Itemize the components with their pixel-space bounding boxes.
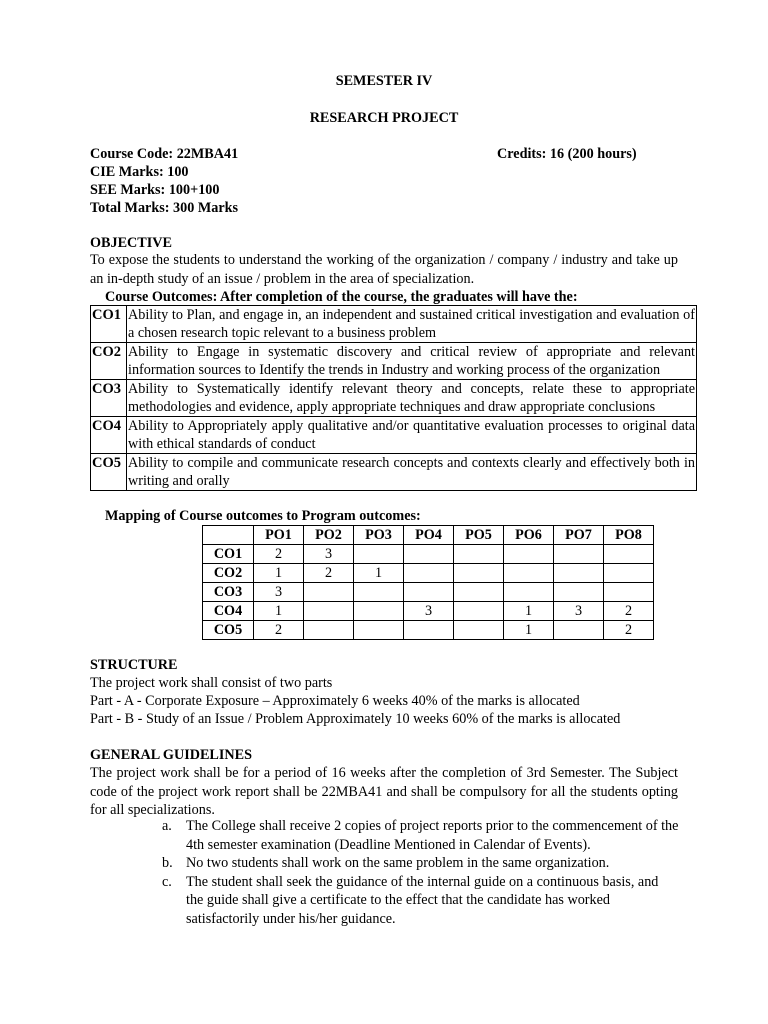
see-marks: SEE Marks: 100+100 <box>90 182 220 198</box>
table-cell <box>604 545 654 564</box>
column-header: PO6 <box>504 526 554 545</box>
course-outcomes-table <box>90 305 697 491</box>
credits: Credits: 16 (200 hours) <box>497 146 637 162</box>
table-cell: 2 <box>604 621 654 640</box>
table-row <box>91 343 697 380</box>
mapping-table <box>202 525 654 640</box>
table-cell: 1 <box>354 564 404 583</box>
table-row <box>203 621 654 640</box>
list-item-text: No two students shall work on the same problem in the same organization. <box>186 855 610 871</box>
list-item <box>162 854 679 873</box>
table-cell <box>404 564 454 583</box>
table-cell <box>404 583 454 602</box>
cie-marks: CIE Marks: 100 <box>90 164 189 180</box>
co-code: CO2 <box>91 343 127 380</box>
table-cell <box>454 621 504 640</box>
guidelines-intro: The project work shall be for a period of 16 weeks after the completion of 3rd Semester. The Subject code of the project work report shall be 22MBA41 and shall be compulsory for all the students opting for all specializations. <box>90 765 678 818</box>
table-cell: 3 <box>554 602 604 621</box>
table-cell <box>304 621 354 640</box>
co-description: Ability to Engage in systematic discovery and critical review of appropriate and relevant information sources to Identify the trends in Industry and working process of the organization <box>128 344 695 378</box>
table-cell <box>454 583 504 602</box>
column-header: PO4 <box>404 526 454 545</box>
table-cell <box>404 545 454 564</box>
table-cell <box>454 545 504 564</box>
row-header: CO4 <box>203 602 254 621</box>
guidelines-list <box>162 817 679 928</box>
co-code: CO5 <box>91 454 127 491</box>
structure-heading: STRUCTURE <box>90 657 178 673</box>
course-code: Course Code: 22MBA41 <box>90 146 239 162</box>
table-row <box>203 583 654 602</box>
column-header: PO7 <box>554 526 604 545</box>
list-item <box>162 817 679 854</box>
table-cell <box>404 621 454 640</box>
co-description: Ability to compile and communicate research concepts and contexts clearly and effectively both in writing and orally <box>128 455 695 489</box>
row-header: CO5 <box>203 621 254 640</box>
table-cell: 2 <box>254 545 304 564</box>
table-row <box>91 454 697 491</box>
co-code: CO4 <box>91 417 127 454</box>
table-cell <box>554 583 604 602</box>
column-header: PO2 <box>304 526 354 545</box>
table-row <box>203 564 654 583</box>
column-header: PO5 <box>454 526 504 545</box>
structure-part-a: Part - A - Corporate Exposure – Approximately 6 weeks 40% of the marks is allocated <box>90 693 580 709</box>
table-cell: 2 <box>604 602 654 621</box>
table-cell <box>354 545 404 564</box>
list-marker: c. <box>162 873 172 890</box>
table-cell: 3 <box>304 545 354 564</box>
table-cell: 1 <box>254 564 304 583</box>
list-item-text: The College shall receive 2 copies of project reports prior to the commencement of the 4th semester examination (Deadline Mentioned in Calendar of Events). <box>186 818 679 853</box>
table-cell: 3 <box>404 602 454 621</box>
table-cell <box>304 583 354 602</box>
table-cell: 1 <box>254 602 304 621</box>
table-cell <box>554 621 604 640</box>
table-cell <box>354 621 404 640</box>
table-cell <box>604 564 654 583</box>
co-code: CO1 <box>91 306 127 343</box>
semester-heading: SEMESTER IV <box>335 73 433 89</box>
mapping-heading: Mapping of Course outcomes to Program outcomes: <box>105 508 421 524</box>
table-cell <box>354 602 404 621</box>
table-cell <box>504 564 554 583</box>
total-marks: Total Marks: 300 Marks <box>90 200 239 216</box>
table-cell <box>504 545 554 564</box>
column-header: PO1 <box>254 526 304 545</box>
table-cell <box>454 564 504 583</box>
co-description: Ability to Appropriately apply qualitative and/or quantitative evaluation processes to original data with ethical standards of conduct <box>128 418 695 452</box>
page-title: RESEARCH PROJECT <box>309 110 459 126</box>
table-cell <box>554 564 604 583</box>
table-row <box>203 602 654 621</box>
table-cell <box>604 583 654 602</box>
table-cell: 2 <box>254 621 304 640</box>
row-header: CO3 <box>203 583 254 602</box>
row-header: CO2 <box>203 564 254 583</box>
table-cell: 2 <box>304 564 354 583</box>
table-cell <box>554 545 604 564</box>
table-header-row <box>203 526 654 545</box>
list-marker: b. <box>162 855 173 871</box>
course-outcomes-heading: Course Outcomes: After completion of the course, the graduates will have the: <box>105 289 578 305</box>
list-marker: a. <box>162 818 172 834</box>
structure-line: The project work shall consist of two parts <box>90 675 333 691</box>
table-cell <box>354 583 404 602</box>
table-cell: 1 <box>504 621 554 640</box>
column-header: PO8 <box>604 526 654 545</box>
table-cell <box>454 602 504 621</box>
list-item-text: The student shall seek the guidance of the internal guide on a continuous basis, and the guide shall give a certificate to the effect that the candidate has worked satisfactorily under his/her guidance. <box>186 873 659 927</box>
column-header: PO3 <box>354 526 404 545</box>
table-row <box>91 306 697 343</box>
structure-part-b: Part - B - Study of an Issue / Problem Approximately 10 weeks 60% of the marks is allocated <box>90 711 621 727</box>
table-row <box>91 380 697 417</box>
co-code: CO3 <box>91 380 127 417</box>
list-item <box>162 873 679 929</box>
table-cell <box>504 583 554 602</box>
table-cell: 1 <box>504 602 554 621</box>
table-cell <box>304 602 354 621</box>
objective-heading: OBJECTIVE <box>90 235 172 251</box>
guidelines-heading: GENERAL GUIDELINES <box>90 747 253 763</box>
table-cell: 3 <box>254 583 304 602</box>
objective-text: To expose the students to understand the working of the organization / company / industry and take up an in-depth study of an issue / problem in the area of specialization. <box>90 252 678 287</box>
co-description: Ability to Plan, and engage in, an independent and sustained critical investigation and evaluation of a chosen research topic relevant to a business problem <box>128 307 695 341</box>
table-corner-cell <box>203 526 254 545</box>
table-row <box>91 417 697 454</box>
co-description: Ability to Systematically identify relevant theory and concepts, relate these to appropriate methodologies and evidence, apply appropriate techniques and draw appropriate conclusions <box>128 381 695 415</box>
row-header: CO1 <box>203 545 254 564</box>
table-row <box>203 545 654 564</box>
